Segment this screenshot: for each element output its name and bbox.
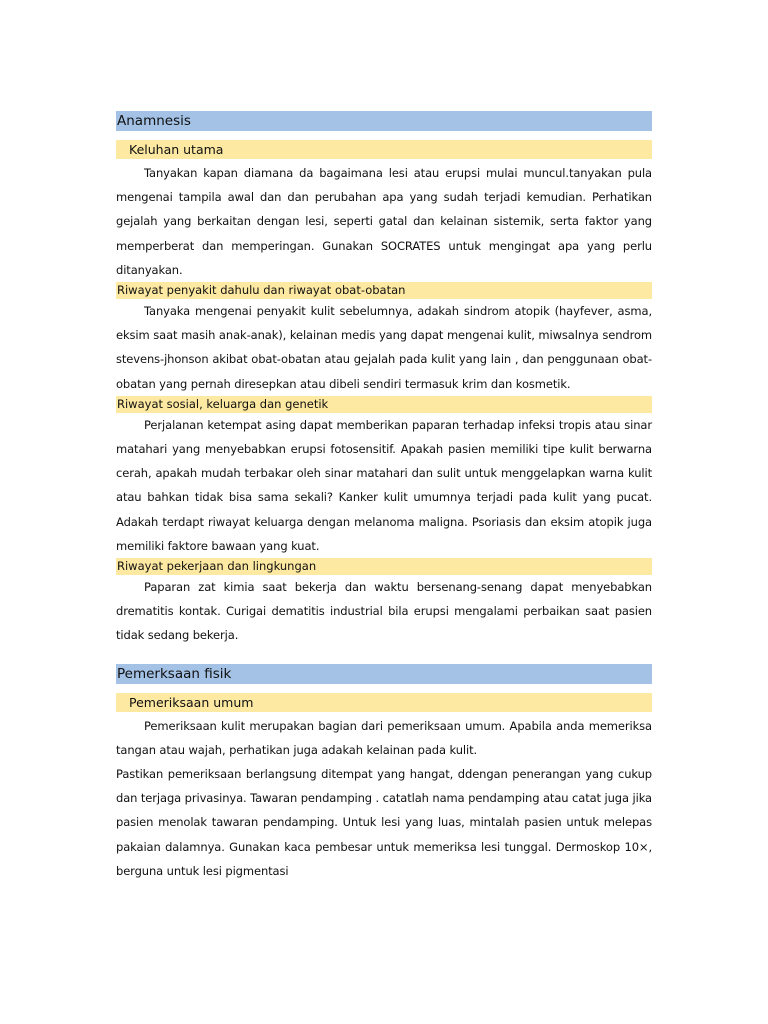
paragraph-riwayat-penyakit: Tanyaka mengenai penyakit kulit sebelumnya, adakah sindrom atopik (hayfever, asma, eksim saat masih anak-anak), kelainan medis yang dapat mengenai kulit, miwsalnya sendrom stevens-jhonson akibat obat-obatan atau gejalah pada kulit yang lain , dan penggunaan obat-obatan yang pernah diresepkan atau dibeli sendiri termasuk krim dan kosmetik.: [116, 304, 652, 391]
subheading-riwayat-sosial: Riwayat sosial, keluarga dan genetik: [116, 396, 652, 413]
subheading-riwayat-penyakit: Riwayat penyakit dahulu dan riwayat obat-obatan: [116, 282, 652, 299]
subheading-keluhan-utama: Keluhan utama: [116, 140, 652, 159]
paragraph-keluhan-utama: Tanyakan kapan diamana da bagaimana lesi atau erupsi mulai muncul.tanyakan pula mengenai tampila awal dan dan perubahan apa yang sudah terjadi kemudian. Perhatikan gejalah yang berkaitan dengan lesi, seperti gatal dan kelainan sistemik, serta faktor yang memperberat dan memperingan. Gunakan SOCRATES untuk mengingat apa yang perlu ditanyakan.: [116, 166, 652, 277]
paragraph-riwayat-sosial: Perjalanan ketempat asing dapat memberikan paparan terhadap infeksi tropis atau sinar matahari yang menyebabkan erupsi fotosensitif. Apakah pasien memiliki tipe kulit berwarna cerah, apakah mudah terbakar oleh sinar matahari dan sulit untuk menggelapkan warna kulit atau bahkan tidak bisa sama sekali? Kanker kulit umumnya terjadi pada kulit yang pucat. Adakah terdapt riwayat keluarga dengan melanoma maligna. Psoriasis dan eksim atopik juga memiliki faktore bawaan yang kuat.: [116, 417, 652, 553]
paragraph-riwayat-pekerjaan: Paparan zat kimia saat bekerja dan waktu bersenang-senang dapat menyebabkan drematitis kontak. Curigai dematitis industrial bila erupsi mengalami perbaikan saat pasien tidak sedang bekerja.: [116, 580, 652, 643]
section-heading-anamnesis: Anamnesis: [116, 111, 652, 131]
paragraph-pemeriksaan-umum-2: Pastikan pemeriksaan berlangsung ditempat yang hangat, ddengan penerangan yang cukup dan terjaga privasinya. Tawaran pendamping . catatlah nama pendamping atau catat juga jika pasien menolak tawaran pendamping. Untuk lesi yang luas, mintalah pasien untuk melepas pakaian dalamnya. Gunakan kaca pembesar untuk memeriksa lesi tunggal. Dermoskop 10×, berguna untuk lesi pigmentasi: [116, 767, 652, 878]
document-page: [116, 111, 652, 883]
subheading-pemeriksaan-umum: Pemeriksaan umum: [116, 693, 652, 712]
section-heading-pemeriksaan-fisik: Pemerksaan fisik: [116, 664, 652, 684]
paragraph-pemeriksaan-umum-1: Pemeriksaan kulit merupakan bagian dari pemeriksaan umum. Apabila anda memeriksa tangan atau wajah, perhatikan juga adakah kelainan pada kulit.: [116, 718, 652, 757]
subheading-riwayat-pekerjaan: Riwayat pekerjaan dan lingkungan: [116, 558, 652, 575]
